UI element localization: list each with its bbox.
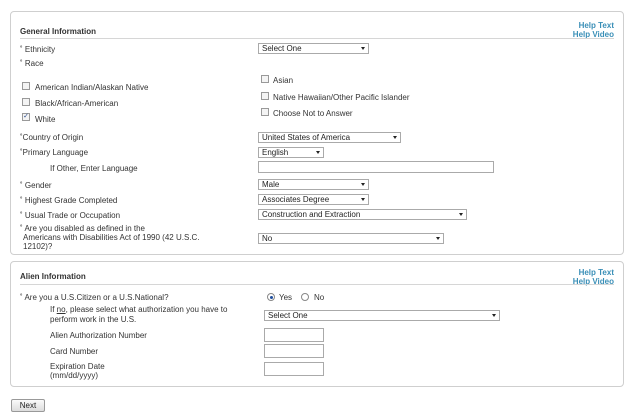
trade-label: ˚ Usual Trade or Occupation (20, 211, 121, 220)
citizen-no-radio[interactable] (301, 293, 309, 301)
grade-label: ˚ Highest Grade Completed (20, 196, 118, 205)
chevron-down-icon (436, 237, 440, 240)
grade-select[interactable]: Associates Degree (258, 194, 369, 205)
alien-number-label: Alien Authorization Number (50, 331, 147, 340)
help-video-link[interactable]: Help Video (572, 30, 614, 39)
race-checkbox-asian[interactable] (261, 75, 269, 83)
race-checkbox-choose-not[interactable] (261, 108, 269, 116)
other-language-label: If Other, Enter Language (50, 164, 138, 173)
citizen-label: ˚ Are you a U.S.Citizen or a U.S.National? (20, 293, 169, 302)
general-divider (20, 38, 614, 39)
alien-information-panel (10, 261, 624, 387)
general-information-panel (10, 11, 624, 255)
alien-information-header: Alien Information (20, 272, 86, 281)
chevron-down-icon (361, 183, 365, 186)
card-number-input[interactable] (264, 344, 324, 358)
chevron-down-icon (316, 151, 320, 154)
chevron-down-icon (492, 314, 496, 317)
language-label: ˚Primary Language (20, 148, 89, 157)
ethnicity-select[interactable]: Select One (258, 43, 369, 54)
disabled-label-line3: 12102)? (23, 242, 53, 251)
authorization-select[interactable]: Select One (264, 310, 500, 321)
expiration-date-input[interactable] (264, 362, 324, 376)
citizen-yes-radio[interactable] (267, 293, 275, 301)
gender-select[interactable]: Male (258, 179, 369, 190)
disabled-label-line1: ˚ Are you disabled as defined in the (20, 224, 145, 233)
country-select[interactable]: United States of America (258, 132, 401, 143)
disabled-select[interactable]: No (258, 233, 444, 244)
race-option-label: Black/African-American (35, 99, 119, 108)
chevron-down-icon (393, 136, 397, 139)
language-select[interactable]: English (258, 147, 324, 158)
expiration-label-line2: (mm/dd/yyyy) (50, 371, 98, 380)
race-option-label: White (35, 115, 56, 124)
expiration-label-line1: Expiration Date (50, 362, 105, 371)
help-text-link[interactable]: Help Text (578, 268, 614, 277)
help-text-link[interactable]: Help Text (578, 21, 614, 30)
checkmark-icon: ✓ (23, 113, 29, 120)
alien-divider (20, 284, 614, 285)
card-number-label: Card Number (50, 347, 99, 356)
help-video-link[interactable]: Help Video (572, 277, 614, 286)
race-option-label: Choose Not to Answer (273, 109, 353, 118)
next-button[interactable]: Next (11, 399, 45, 412)
citizen-no-label: No (314, 293, 325, 302)
chevron-down-icon (361, 198, 365, 201)
chevron-down-icon (361, 47, 365, 50)
race-option-label: American Indian/Alaskan Native (35, 83, 149, 92)
chevron-down-icon (459, 213, 463, 216)
trade-select[interactable]: Construction and Extraction (258, 209, 467, 220)
race-checkbox-white[interactable] (22, 113, 30, 121)
disabled-label-line2: Americans with Disabilities Act of 1990 (42 U.S.C. (23, 233, 200, 242)
general-information-header: General Information (20, 27, 97, 36)
authorization-label-line1: If no, please select what authorization you have to (50, 305, 228, 314)
gender-label: ˚ Gender (20, 181, 52, 190)
race-checkbox-american-indian[interactable] (22, 82, 30, 90)
citizen-yes-label: Yes (279, 293, 293, 302)
race-checkbox-native-hawaiian[interactable] (261, 92, 269, 100)
alien-number-input[interactable] (264, 328, 324, 342)
race-option-label: Native Hawaiian/Other Pacific Islander (273, 93, 410, 102)
country-label: ˚Country of Origin (20, 133, 84, 142)
race-label: ˚ Race (20, 59, 44, 68)
ethnicity-label: ˚ Ethnicity (20, 45, 56, 54)
race-option-label: Asian (273, 76, 294, 85)
authorization-label-line2: perform work in the U.S. (50, 315, 137, 324)
other-language-input[interactable] (258, 161, 494, 173)
race-checkbox-black[interactable] (22, 98, 30, 106)
general-help-links (573, 21, 614, 39)
